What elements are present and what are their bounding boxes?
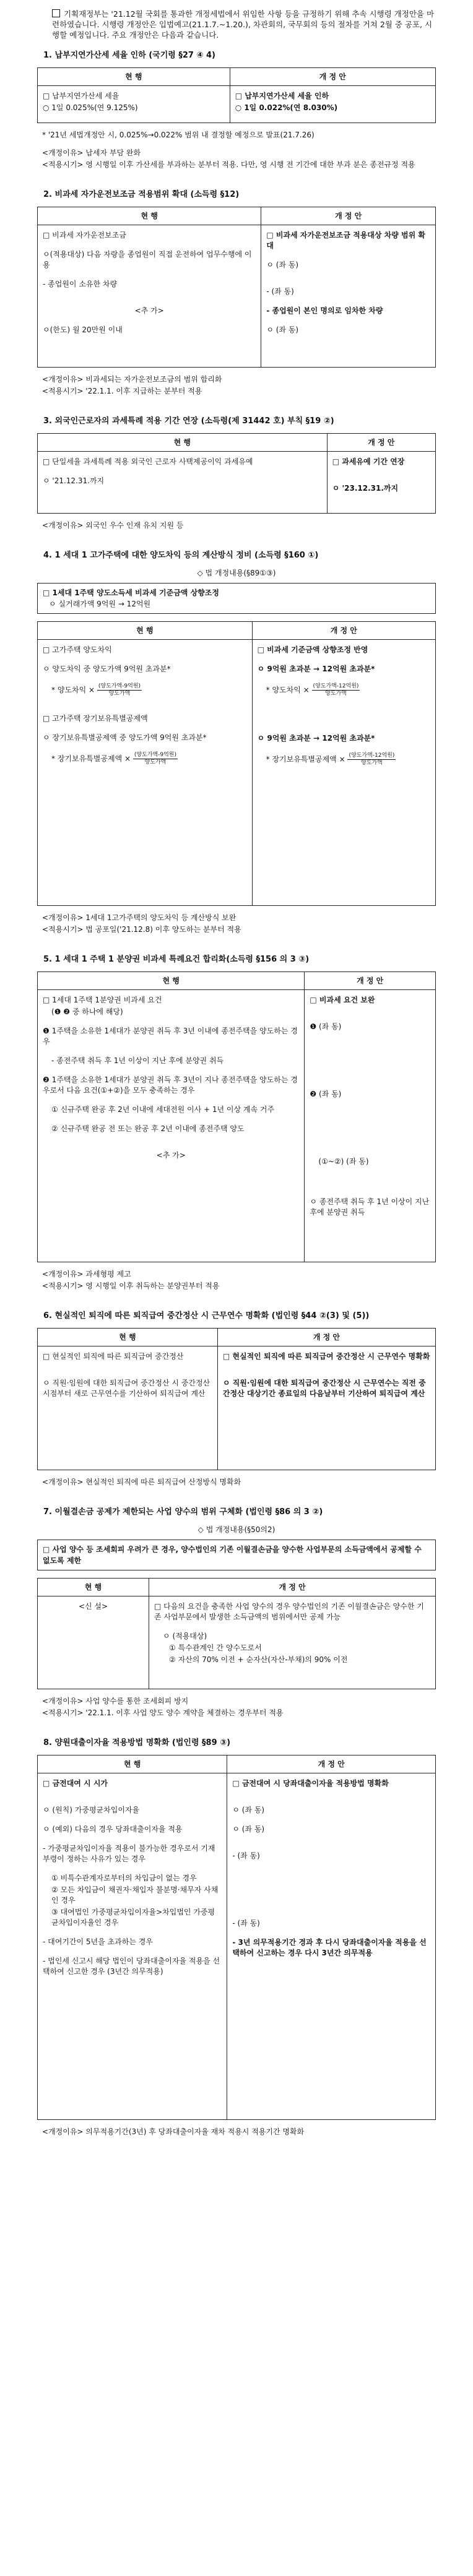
current-cell: □ 단일세율 과세특례 적용 외국인 근로자 사택제공이익 과세유예 ㅇ '21.12.31.까지 [38,452,328,514]
revised-cell: □ 금전대여 시 당좌대출이자율 적용방법 명확화 ㅇ (좌 동) ㅇ (좌 동) - (좌 동) - (좌 동) - 3년 의무적용기간 경과 후 다시 당좌대출이자율 적용을 선택하여 신고하는 경우 다시 3년간 의무적용 [227,1773,436,2120]
col-revised: 개 정 안 [261,207,436,225]
current-cell: <신 설> [38,1596,149,1689]
current-cell: □ 금전대여 시 시가 ㅇ (원칙) 가중평균차입이자율 ㅇ (예외) 다음의 경우 당좌대출이자율 적용 - 가중평균차입이자율 적용이 불가능한 경우로서 기재부령이 정하는 사유가 있는 경우 ① 비특수관계자로부터의 차입금이 없는 경우 ② 모든 차입금이 채권자·채입자 불분명·채무자 사채인 경우 ③ 대여법인 가중평균차입이자율>차입법인 가중평균차입이자율인 경우 - 대여기간이 5년을 초과하는 경우 - 법인세 신고시 해당 법인이 당좌대출이자율 적용을 선택하여 신고한 경우 (3년간 의무적용) [38,1773,227,2120]
reason-text: <개정이유> 과세형평 제고 [42,1270,131,1278]
col-current: 현 행 [38,68,230,86]
effective-text: <적용시기> '22.1.1. 이후 지급하는 분부터 적용 [42,387,202,395]
reason-text: <개정이유> 의무적용기간(3년) 후 당좌대출이자율 재차 적용시 적용기간 명확화 [42,2127,305,2136]
section-title: 7. 이월결손금 공제가 제한되는 사업 양수의 범위 구체화 (법인령 §86 의 3 ②) [43,1507,323,1517]
comparison-table [37,1578,436,1689]
section-7 [37,1507,436,1719]
section-title: 8. 양원대출이자율 적용방법 명확화 (법인령 §89 ③) [43,1738,231,1747]
formula-fraction: $\frac{\text{(양도가액-9억원)}}{\text{양도가액}}$ [98,683,141,697]
section-title: 1. 납부지연가산세 세율 인하 (국기령 §27 ④ 4) [43,51,216,60]
section-2 [37,189,436,397]
section-6 [37,1311,436,1488]
reason-text: <개정이유> 현실적인 퇴직에 따른 퇴직급여 산정방식 명확화 [42,1478,241,1486]
current-cell: □ 현실적인 퇴직에 따른 퇴직급여 중간정산 ㅇ 직원·임원에 대한 퇴직급여 중간정산 시 중간정산시점부터 새로 근무연수를 기산하여 퇴직급여 계산 [38,1346,218,1470]
section-title: 2. 비과세 자가운전보조금 적용범위 확대 (소득령 §12) [43,190,240,199]
col-revised: 개 정 안 [252,622,435,640]
section-1 [37,50,436,171]
col-revised: 개 정 안 [327,434,435,452]
col-revised: 개 정 안 [217,1329,435,1346]
col-current: 현 행 [38,434,328,452]
col-current: 현 행 [38,972,305,990]
comparison-table [37,971,436,1262]
formula-fraction: $\frac{\text{(양도가액-12억원)}}{\text{양도가액}}$ [349,752,395,766]
col-revised: 개 정 안 [305,972,436,990]
section-title: 3. 외국인근로자의 과세특례 적용 기간 연장 (소득령(제 31442 호) 부칙 §19 ②) [43,416,334,426]
formula-fraction: $\frac{\text{(양도가액-12억원)}}{\text{양도가액}}$ [313,683,359,697]
law-change-box: □ 사업 양수 등 조세회피 우려가 큰 경우, 양수법인의 기존 이월결손금을 양수한 사업부문의 소득금액에서 공제할 수 없도록 제한 [37,1540,436,1570]
effective-text: <적용시기> 법 공포일('21.12.8) 이후 양도하는 분부터 적용 [42,925,241,934]
effective-text: <적용시기> 영 시행일 이후 가산세를 부과하는 분부터 적용. 다만, 영 시행 전 기간에 대한 부과 분은 종전규정 적용 [42,160,415,169]
col-revised: 개 정 안 [227,1755,436,1773]
col-current: 현 행 [38,622,253,640]
effective-text: <적용시기> '22.1.1. 이후 사업 양도 양수 계약을 체결하는 경우부터 적용 [42,1708,284,1717]
section-8 [37,1738,436,2138]
effective-text: <적용시기> 영 시행일 이후 취득하는 분양권부터 적용 [42,1282,220,1290]
comparison-table [37,67,436,123]
revised-cell: □ 과세유예 기간 연장 ㅇ '23.12.31.까지 [327,452,435,514]
formula-fraction: $\frac{\text{(양도가액-9억원)}}{\text{양도가액}}$ [134,752,177,765]
revised-cell: □ 다음의 요건을 충족한 사업 양수의 경우 양수법인의 기존 이월결손금은 양수한 기존 사업부문에서 발생한 소득금액의 범위에서만 공제 가능 ㅇ (적용대상) ① 특수관계인 간 양수도로서 ② 자산의 70% 이전 + 순자산(자산-부채)의 90% 이전 [149,1596,436,1689]
col-current: 현 행 [38,207,261,225]
col-current: 현 행 [38,1579,149,1596]
checkbox-icon [52,9,60,17]
section-3 [37,416,436,532]
reason-text: <개정이유> 1세대 1고가주택의 양도차익 등 계산방식 보완 [42,913,236,922]
reason-text: <개정이유> 사업 양수를 통한 조세회피 방지 [42,1697,189,1705]
comparison-table [37,207,436,368]
section-5 [37,954,436,1292]
current-cell: □ 비과세 자가운전보조금 ㅇ(적용대상) 다음 자랑을 종업원이 직접 운전하여 업무수행에 이용 - 종업원이 소유한 차량 <추 가> ㅇ(한도) 월 20만원 이내 [38,225,261,368]
comparison-table [37,1328,436,1470]
section-title: 6. 현실적인 퇴직에 따른 퇴직급여 중간정산 시 근무연수 명확화 (법인령 §44 ②(3) 및 (5)) [43,1311,370,1320]
section-4 [37,550,436,936]
reason-text: <개정이유> 납세자 부담 완화 [42,149,141,157]
current-cell: □ 1세대 1주택 1분양권 비과세 요건 (❶ ❷ 중 하나에 해당) ❶ 1주택을 소유한 1세대가 분양권 취득 후 3년 이내에 종전주택을 양도하는 경우 - 종전주택 취득 후 1년 이상이 지난 후에 분양권 취득 ❷ 1주택을 소유한 1세대가 분양권 취득 후 3년이 지나 종전주택을 양도하는 경우로서 다음 요건(①+②)을 모두 충족하는 경우 ① 신규주택 완공 후 2년 이내에 세대전원 이사 + 1년 이상 계속 거주 ② 신규주택 완공 전 또는 완공 후 2년 이내에 종전주택 양도 <추 가> [38,990,305,1262]
reason-text: <개정이유> 비과세되는 자가운전보조금의 범위 합리화 [42,375,222,384]
reason-text: <개정이유> 외국인 우수 인재 유치 지원 등 [42,521,184,530]
col-revised: 개 정 안 [230,68,435,86]
intro-paragraph: 기획재정부는 '21.12월 국회를 통과한 개정세법에서 위임한 사항 등을 규정하기 위해 추속 시행령 개정안을 마련하였습니다. 시행령 개정안은 입법예고(21.1.7.~1.20.), 차관회의, 국무회의 등의 절차를 거쳐 2월 중 공포, 시행할 예정입니다. 주요 개정안은 다음과 같습니다. [52,9,435,40]
law-change-box: □ 1세대 1주택 양도소득세 비과세 기준금액 상향조정 ㅇ 실거래가액 9억원 → 12억원 [37,583,436,614]
comparison-table [37,621,436,906]
comparison-table [37,433,436,514]
current-cell: □ 고가주택 양도차익 ㅇ 양도차익 중 양도가액 9억원 초과분* * 양도차익 × $\frac{\text{(양도가액-9억원)}}{\text{양도가액}}$ □ 고가주택 장기보유특별공제액 ㅇ 장기보유특별공제액 중 양도가액 9억원 초과분* * 장기보유특별공제액 × $\frac{\text{(양도가액-9억원)}}{\text{양도가액}}$ [38,640,253,906]
section-title: 4. 1 세대 1 고가주택에 대한 양도차익 등의 계산방식 정비 (소득령 §160 ①) [43,551,319,560]
comparison-table [37,1755,436,2120]
col-revised: 개 정 안 [149,1579,436,1596]
footnote: * '21년 세법개정안 시, 0.025%→0.022% 범위 내 결정할 예정으로 발표(21.7.26) [42,131,315,139]
revised-cell: □ 현실적인 퇴직에 따른 퇴직급여 중간정산 시 근무연수 명확화 ㅇ 직원·임원에 대한 퇴직급여 중간정산 시 근무연수는 직전 중간정산 대상기간 종료일의 다음날부터 기산하여 퇴직급여 계산 [217,1346,435,1470]
revised-cell: □ 비과세 자가운전보조금 적용대상 차량 범위 확대 ㅇ (좌 동) - (좌 동) - 종업원이 본인 명의로 임차한 차량 ㅇ (좌 동) [261,225,436,368]
law-change-header: ◇ 법 개정내용(§50의2) [197,1525,276,1534]
col-current: 현 행 [38,1755,227,1773]
revised-cell: □ 비과세 기준금액 상향조정 반영 ㅇ 9억원 초과분 → 12억원 초과분* * 양도차익 × $\frac{\text{(양도가액-12억원)}}{\text{양도가액}}$ ㅇ 9억원 초과분 → 12억원 초과분* * 장기보유특별공제액 × $\frac{\text{(양도가액-12억원)}}{\text{양도가액}}$ [252,640,435,906]
law-change-header: ◇ 법 개정내용(§89①③) [197,569,276,577]
section-title: 5. 1 세대 1 주택 1 분양권 비과세 특례요건 합리화(소득령 §156 의 3 ③) [43,955,310,964]
revised-cell: □ 납부지연가산세 세율 인하 ○ 1일 0.022%(연 8.030%) [230,86,435,123]
revised-cell: □ 비과세 요건 보완 ❶ (좌 동) ❷ (좌 동) (①~②) (좌 동) ㅇ 종전주택 취득 후 1년 이상이 지난 후에 분양권 취득 [305,990,436,1262]
col-current: 현 행 [38,1329,218,1346]
current-cell: □ 납부지연가산세 세율 ○ 1일 0.025%(연 9.125%) [38,86,230,123]
